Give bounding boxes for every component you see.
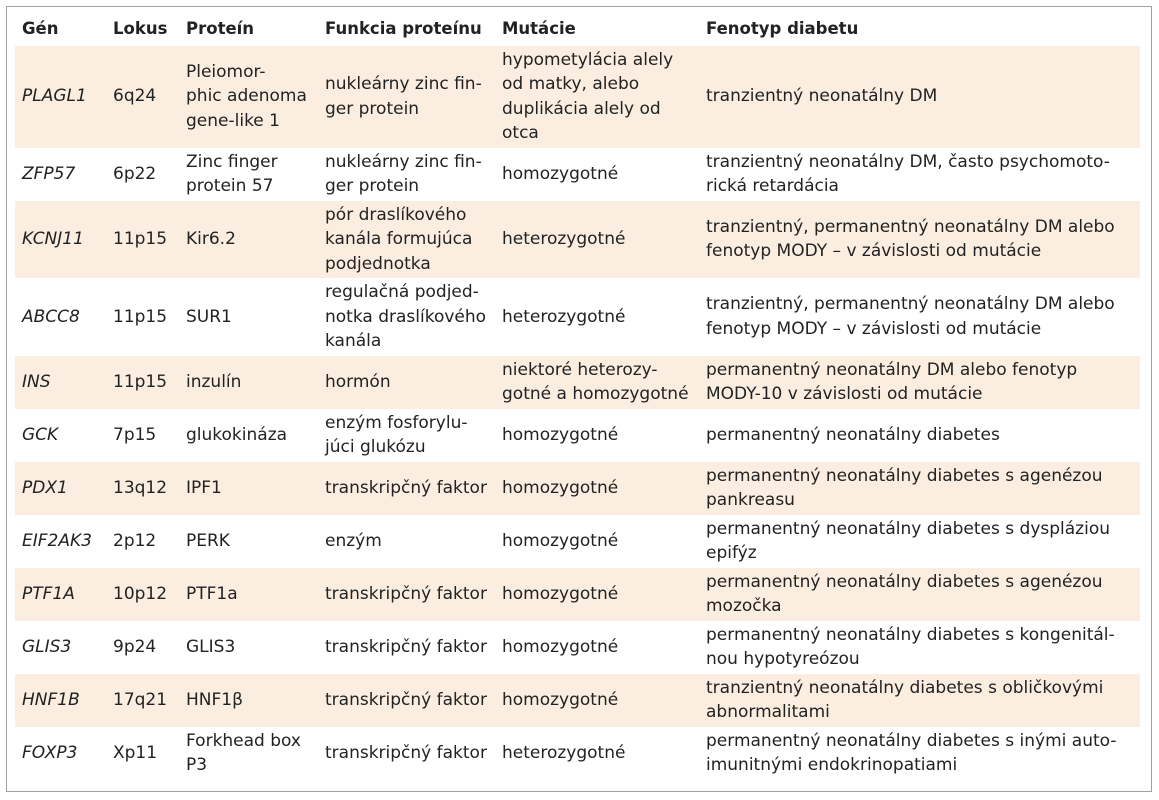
protein-cell: Forkhead box P3 (186, 730, 301, 775)
protein-cell: Zinc finger protein 57 (186, 151, 278, 196)
gene-cell: HNF1B (15, 674, 106, 727)
mutation-cell: homozygotné (502, 424, 619, 445)
mutation-cell: homozygotné (502, 530, 619, 551)
table-row (15, 278, 1140, 356)
table-row (15, 674, 1140, 727)
mutation-cell: homozygotné (502, 163, 619, 184)
protein-cell: PERK (186, 530, 230, 551)
diabetes-phenotype-cell: permanentný neonatálny diabetes s kongenitál- nou hypotyreózou (706, 624, 1115, 669)
gene-cell: PLAGL1 (15, 46, 106, 148)
mutation-cell: homozygotné (502, 636, 619, 657)
protein-function-cell: hormón (318, 356, 495, 409)
protein-function-cell: enzým fosforylu- júci glukózu (325, 412, 468, 457)
gene-cell: KCNJ11 (15, 201, 106, 279)
diabetes-phenotype-cell: tranzientný neonatálny DM (699, 46, 1140, 148)
mutation-cell: heterozygotné (502, 742, 626, 763)
diabetes-phenotype-cell: tranzientný neonatálny DM, často psychomoto- rická retardácia (706, 151, 1110, 196)
gene-cell: ABCC8 (22, 306, 80, 327)
locus-cell: 11p15 (106, 356, 179, 409)
protein-function-cell: enzým (325, 530, 382, 551)
table-row (15, 727, 1140, 780)
protein-cell: HNF1β (179, 674, 318, 727)
header-mutation: Mutácie (502, 19, 576, 38)
mutation-cell: homozygotné (495, 674, 699, 727)
diabetes-phenotype-cell: tranzientný, permanentný neonatálny DM alebo fenotyp MODY – v závislosti od mutácie (706, 294, 1115, 339)
diabetes-phenotype-cell: permanentný neonatálny diabetes s agenézou pankreasu (699, 462, 1140, 515)
table-row (15, 409, 1140, 462)
header-protein-function: Funkcia proteínu (325, 19, 482, 38)
locus-cell: 11p15 (113, 306, 168, 327)
table-row (15, 201, 1140, 279)
gene-cell: GCK (22, 424, 59, 445)
diabetes-phenotype-cell: permanentný neonatálny diabetes s dyspláziou epifýz (706, 518, 1110, 563)
locus-cell: Xp11 (113, 742, 158, 763)
protein-function-cell: nukleárny zinc fin- ger protein (325, 151, 482, 196)
table-frame (6, 6, 1152, 792)
diabetes-phenotype-cell: tranzientný neonatálny diabetes s obličkovými abnormalitami (699, 674, 1140, 727)
table-row (15, 148, 1140, 201)
diabetes-phenotype-cell: permanentný neonatálny DM alebo fenotyp MODY-10 v závislosti od mutácie (699, 356, 1140, 409)
table-row (15, 621, 1140, 674)
locus-cell: 17q21 (106, 674, 179, 727)
protein-function-cell: nukleárny zinc fin- ger protein (318, 46, 495, 148)
protein-cell: PTF1a (179, 568, 318, 621)
protein-function-cell: transkripčný faktor (318, 674, 495, 727)
table-row (15, 46, 1140, 148)
mutation-cell: heterozygotné (495, 201, 699, 279)
locus-cell: 7p15 (113, 424, 157, 445)
protein-function-cell: pór draslíkového kanála formujúca podjednotka (318, 201, 495, 279)
protein-cell: SUR1 (186, 306, 232, 327)
protein-cell: Pleiomor- phic adenoma gene-like 1 (179, 46, 318, 148)
gene-cell: PTF1A (15, 568, 106, 621)
locus-cell: 13q12 (106, 462, 179, 515)
locus-cell: 6q24 (106, 46, 179, 148)
gene-cell: GLIS3 (22, 636, 72, 657)
mutation-cell: heterozygotné (502, 306, 626, 327)
locus-cell: 11p15 (106, 201, 179, 279)
protein-cell: glukokináza (186, 424, 288, 445)
table-body (15, 46, 1140, 780)
protein-cell: GLIS3 (186, 636, 236, 657)
table-row (15, 356, 1140, 409)
protein-function-cell: regulačná podjed- notka draslíkového kanála (325, 282, 487, 351)
header-protein: Proteín (186, 19, 255, 38)
header-row (15, 14, 1140, 46)
table-row (15, 462, 1140, 515)
protein-cell: IPF1 (179, 462, 318, 515)
protein-function-cell: transkripčný faktor (325, 636, 487, 657)
protein-cell: inzulín (179, 356, 318, 409)
mutation-cell: homozygotné (495, 462, 699, 515)
mutation-cell: niektoré heterozy- gotné a homozygotné (495, 356, 699, 409)
diabetes-phenotype-cell: tranzientný, permanentný neonatálny DM alebo fenotyp MODY – v závislosti od mutácie (699, 201, 1140, 279)
protein-function-cell: transkripčný faktor (318, 568, 495, 621)
locus-cell: 9p24 (113, 636, 157, 657)
header-gene: Gén (22, 19, 59, 38)
protein-function-cell: transkripčný faktor (318, 462, 495, 515)
mutation-cell: hypometylácia alely od matky, alebo duplikácia alely od otca (495, 46, 699, 148)
diabetes-phenotype-cell: permanentný neonatálny diabetes s agenézou mozočka (699, 568, 1140, 621)
locus-cell: 10p12 (106, 568, 179, 621)
gene-cell: FOXP3 (22, 742, 78, 763)
gene-cell: ZFP57 (22, 163, 76, 184)
header-locus: Lokus (113, 19, 168, 38)
header-diabetes-phenotype: Fenotyp diabetu (706, 19, 859, 38)
table-header (15, 14, 1140, 46)
protein-cell: Kir6.2 (179, 201, 318, 279)
protein-function-cell: transkripčný faktor (325, 742, 487, 763)
gene-cell: INS (15, 356, 106, 409)
table-row (15, 515, 1140, 568)
gene-cell: PDX1 (15, 462, 106, 515)
diabetes-phenotype-cell: permanentný neonatálny diabetes (706, 424, 1000, 445)
neonatal-diabetes-genes-table (15, 14, 1140, 780)
gene-cell: EIF2AK3 (22, 530, 92, 551)
diabetes-phenotype-cell: permanentný neonatálny diabetes s inými auto- imunitnými endokrinopatiami (706, 730, 1117, 775)
locus-cell: 2p12 (113, 530, 157, 551)
mutation-cell: homozygotné (495, 568, 699, 621)
table-row (15, 568, 1140, 621)
locus-cell: 6p22 (113, 163, 157, 184)
